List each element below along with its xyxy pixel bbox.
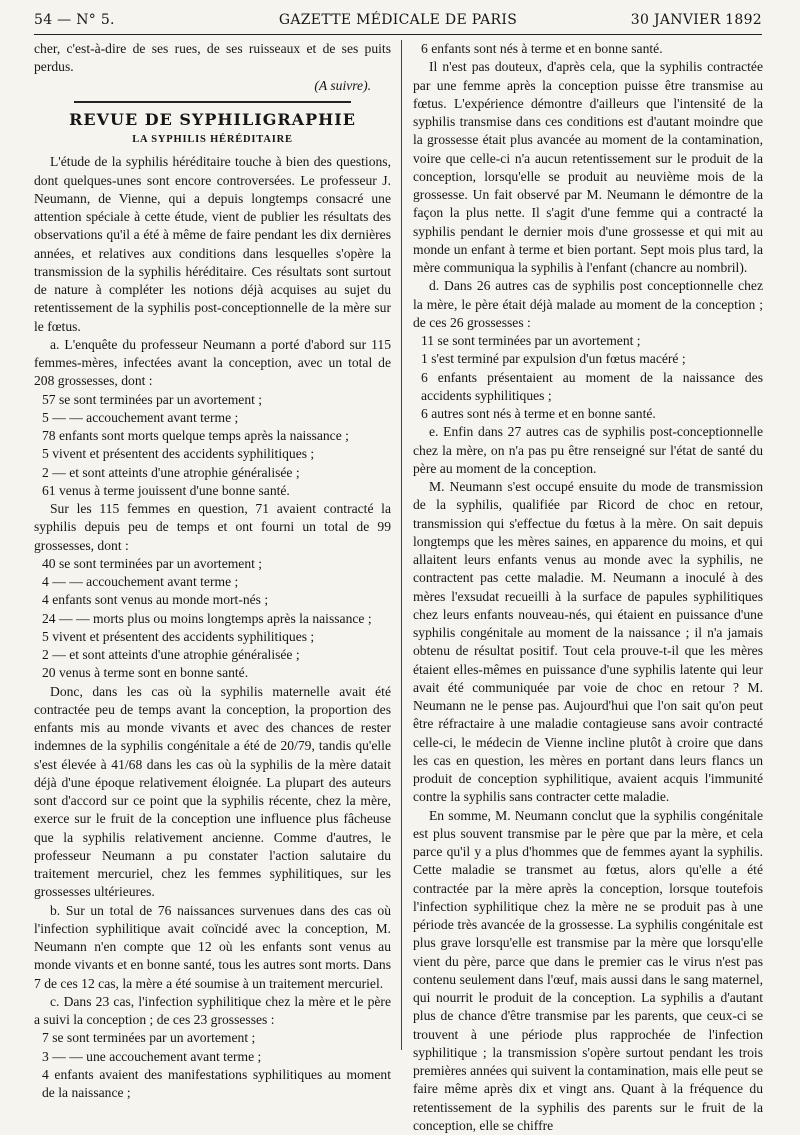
list-item: 2 — et sont atteints d'une atrophie généralisée ;	[34, 646, 391, 664]
list-item: 4 enfants sont venus au monde mort-nés ;	[34, 591, 391, 609]
issue-date: 30 JANVIER 1892	[631, 12, 762, 28]
paragraph: a. L'enquête du professeur Neumann a porté d'abord sur 115 femmes-mères, infectées avant la conception, avec un total de 208 grossesses, dont :	[34, 336, 391, 391]
paragraph: d. Dans 26 autres cas de syphilis post conceptionnelle chez la mère, le père était déjà malade au moment de la conception ; de ces 26 grossesses :	[413, 277, 763, 332]
paragraph: c. Dans 23 cas, l'infection syphilitique chez la mère et le père a suivi la conception ; de ces 23 grossesses :	[34, 993, 391, 1030]
page-header	[34, 8, 762, 35]
right-column	[413, 40, 763, 1135]
journal-title: GAZETTE MÉDICALE DE PARIS	[34, 12, 762, 28]
list-item: 11 se sont terminées par un avortement ;	[413, 332, 763, 350]
list-item: 2 — et sont atteints d'une atrophie généralisée ;	[34, 464, 391, 482]
section-rule	[74, 101, 351, 103]
list-item: 4 enfants avaient des manifestations syphilitiques au moment de la naissance ;	[34, 1066, 391, 1103]
list-item: 61 venus à terme jouissent d'une bonne santé.	[34, 482, 391, 500]
list-item: 6 autres sont nés à terme et en bonne santé.	[413, 405, 763, 423]
paragraph: e. Enfin dans 27 autres cas de syphilis post-conceptionnelle chez la mère, on n'a pas pu être renseigné sur l'état de santé du père au moment de la conception.	[413, 423, 763, 478]
paragraph: Il n'est pas douteux, d'après cela, que la syphilis contractée par une femme après la conception puisse être transmise au fœtus. L'expérience démontre d'ailleurs que l'intensité de la syphilis transmise dans ces conditions est d'autant moindre que la grossesse était plus avancée au moment de la contamination, voire que celle-ci n'a aucun retentissement sur le produit de la conception, lorsqu'elle se produit au neuvième mois de la grossesse. Un fait observé par M. Neumann le démontre de la façon la plus nette. Il s'agit d'une femme qui a contracté la syphilis pendant le dernier mois d'une grossesse et qui mit au monde un enfant à terme et bien portant. Sept mois plus tard, la mère communiqua la syphilis à l'enfant (chancre au nombril).	[413, 58, 763, 277]
list-item: 57 se sont terminées par un avortement ;	[34, 391, 391, 409]
paragraph: En somme, M. Neumann conclut que la syphilis congénitale est plus souvent transmise par le père que par la mère, et cela parce qu'il y a plus d'hommes que de femmes ayant la syphilis. Cette maladie se transmet au fœtus, alors qu'elle a été contractée par la mère après la conception, lorsque toutefois l'infection syphilitique chez la mère ne se produit pas à une période très avancée de la grossesse. La syphilis congénitale est plus grave lorsqu'elle est transmise par la mère que lorsqu'elle vient du père, parce que dans le premier cas le virus n'est pas contenu seulement dans l'œuf, mais aussi dans le sang maternel, qui nourrit le produit de la conception. La syphilis a d'autant plus de chance d'être transmise par les parents, que ceux-ci se trouvent à une période plus rapprochée de l'infection syphilitique ; la transmission s'opère surtout pendant les trois premières années qui suivent la contamination, mais elle peut se faire même après dix et vingt ans. Quant à la fréquence du retentissement de la syphilis des parents sur le fruit de la conception, elle se chiffre	[413, 807, 763, 1135]
paragraph: Sur les 115 femmes en question, 71 avaient contracté la syphilis depuis peu de temps et ont fourni un total de 99 grossesses, dont :	[34, 500, 391, 555]
paragraph: Donc, dans les cas où la syphilis maternelle avait été contractée peu de temps avant la conception, la proportion des enfants mis au monde vivants et avec des chances de rester indemnes de la syphilis congénitale a été de 20/79, tandis qu'elle s'est élevée à 41/68 dans les cas où la syphilis de la mère datait déjà d'une époque relativement éloignée. La plupart des auteurs sont d'accord sur ce point que la syphilis récente, chez la mère, exerce sur le fruit de la conception une influence plus fâcheuse que la syphilis relativement ancienne. Comme d'autres, le professeur Neumann a pu constater l'action salutaire du traitement mercuriel, chez les femmes syphilitiques, sur les grossesses ultérieures.	[34, 683, 391, 902]
list-item: 1 s'est terminé par expulsion d'un fœtus macéré ;	[413, 350, 763, 368]
list-item: 24 — — morts plus ou moins longtemps après la naissance ;	[34, 610, 391, 628]
to-be-continued: (A suivre).	[34, 77, 391, 95]
paragraph: L'étude de la syphilis héréditaire touche à bien des questions, dont quelques-unes sont encore controversées. Le professeur J. Neumann, de Vienne, qui a depuis longtemps consacré une attention spéciale à cette étude, vient de publier les résultats des observations qu'il a été à même de faire pendant les dix dernières années, et relatives aux conditions dans lesquelles s'opère la transmission de la syphilis héréditaire. Ces résultats sont surtout de nature à compléter les notions déjà acquises au sujet du retentissement de la syphilis post-conceptionnelle de la mère sur le fœtus.	[34, 153, 391, 336]
left-column	[34, 40, 391, 1102]
list-item: 78 enfants sont morts quelque temps après la naissance ;	[34, 427, 391, 445]
article-title: LA SYPHILIS HÉRÉDITAIRE	[34, 131, 391, 149]
list-item: 3 — — une accouchement avant terme ;	[34, 1048, 391, 1066]
list-item: 20 venus à terme sont en bonne santé.	[34, 664, 391, 682]
list-item: 5 vivent et présentent des accidents syphilitiques ;	[34, 445, 391, 463]
list-item: 5 — — accouchement avant terme ;	[34, 409, 391, 427]
page-number: 54 — N° 5.	[34, 12, 115, 28]
paragraph: M. Neumann s'est occupé ensuite du mode de transmission de la syphilis, qualifiée par Ricord de choc en retour, transmission qui s'effectue du fœtus à la mère. On sait depuis longtemps que les mères saines, en apparence du moins, et qui allaitent leurs enfants venus au monde avec la syphilis, ne contractent pas cette maladie. M. Neumann a inoculé à des mères l'exsudat recueilli à la surface de papules syphilitiques chez leurs enfants nouveau-nés, qui étaient en puissance d'une syphilis congénitale au moment de la naissance ; il n'a jamais obtenu de résultat positif. Tout cela prouve-t-il que les mères étaient elles-mêmes en puissance d'une syphilis latente qui leur avait été communiquée par voie de choc en retour ? M. Neumann ne le pense pas. Aujourd'hui que l'on sait qu'on peut être réfractaire à une maladie contagieuse sans avoir contracté celle-ci, le médecin de Vienne incline plutôt à croire que dans les cas en question, les mères en portant dans leurs flancs un produit de conception syphilitique, avaient acquis l'immunité contre la syphilis sans contracter cette maladie.	[413, 478, 763, 807]
paragraph: b. Sur un total de 76 naissances survenues dans des cas où l'infection syphilitique avait coïncidé avec la conception, M. Neumann n'en compte que 12 où les enfants sont venus au monde vivants et en bonne santé, tous les autres sont morts. Dans 7 de ces 12 cas, la mère a été soumise à un traitement mercuriel.	[34, 902, 391, 993]
list-item: 6 enfants sont nés à terme et en bonne santé.	[413, 40, 763, 58]
column-divider	[401, 40, 402, 1050]
list-item: 7 se sont terminées par un avortement ;	[34, 1029, 391, 1047]
continued-text: cher, c'est-à-dire de ses rues, de ses ruisseaux et de ses puits perdus.	[34, 40, 391, 77]
list-item: 4 — — accouchement avant terme ;	[34, 573, 391, 591]
section-title: REVUE DE SYPHILIGRAPHIE	[34, 111, 391, 129]
list-item: 5 vivent et présentent des accidents syphilitiques ;	[34, 628, 391, 646]
list-item: 6 enfants présentaient au moment de la naissance des accidents syphilitiques ;	[413, 369, 763, 406]
list-item: 40 se sont terminées par un avortement ;	[34, 555, 391, 573]
